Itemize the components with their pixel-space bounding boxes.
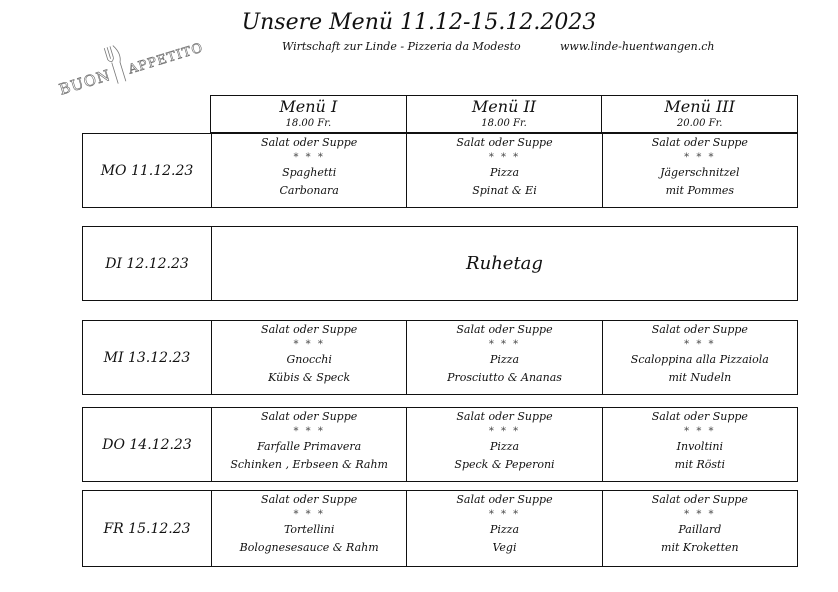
dish-main: Spaghetti: [282, 166, 337, 179]
separator-stars: * * *: [684, 152, 716, 163]
menu-price: 20.00 Fr.: [676, 118, 723, 129]
day-label: MO 11.12.23: [83, 134, 212, 207]
separator-stars: * * *: [293, 426, 325, 437]
dish-main: Jägerschnitzel: [660, 166, 740, 179]
dish-side: Bolognesesauce & Rahm: [239, 541, 379, 554]
closed-notice: Ruhetag: [466, 253, 543, 274]
dish-main: Pizza: [489, 523, 520, 536]
dish-side: Kübis & Speck: [268, 371, 351, 384]
separator-stars: * * *: [293, 152, 325, 163]
page-title: Unsere Menü 11.12-15.12.2023: [241, 10, 597, 35]
dish-side: Vegi: [492, 541, 517, 554]
dish-cell: [212, 321, 406, 394]
day-label: MI 13.12.23: [83, 321, 212, 394]
starter: Salat oder Suppe: [456, 323, 553, 336]
separator-stars: * * *: [684, 426, 716, 437]
dish-main: Gnocchi: [286, 353, 332, 366]
separator-stars: * * *: [488, 509, 521, 520]
dish-cell: [212, 491, 406, 566]
separator-stars: * * *: [488, 152, 521, 163]
dish-main: Involtini: [676, 440, 723, 453]
menu-header: [210, 95, 798, 133]
dish-side: mit Pommes: [665, 184, 735, 197]
starter: Salat oder Suppe: [651, 493, 748, 506]
dish-side: Speck & Peperoni: [454, 458, 555, 471]
menu-name: Menü II: [471, 97, 537, 116]
dish-cell: [602, 321, 797, 394]
dish-side: Spinat & Ei: [472, 184, 537, 197]
day-row-thursday: [82, 407, 798, 482]
separator-stars: * * *: [293, 339, 325, 350]
dish-side: mit Nudeln: [668, 371, 732, 384]
starter: Salat oder Suppe: [456, 410, 553, 423]
dish-main: Pizza: [489, 440, 520, 453]
dish-main: Pizza: [489, 353, 520, 366]
logo-word-appetito: APPETITO: [126, 40, 206, 78]
restaurant-name: Wirtschaft zur Linde - Pizzeria da Modesto: [282, 40, 521, 53]
dish-cell: [602, 491, 797, 566]
dish-cell: [212, 134, 406, 207]
logo-word-buon: BUON: [56, 65, 113, 99]
dish-main: Paillard: [678, 523, 722, 536]
dish-cell: [212, 408, 406, 481]
day-row-monday: [82, 133, 798, 208]
menu-price: 18.00 Fr.: [481, 118, 527, 129]
starter: Salat oder Suppe: [261, 493, 358, 506]
day-label: DO 14.12.23: [83, 408, 212, 481]
separator-stars: * * *: [684, 339, 716, 350]
website-link[interactable]: www.linde-huentwangen.ch: [560, 40, 715, 53]
starter: Salat oder Suppe: [456, 136, 553, 149]
menu-header-1: [211, 96, 406, 132]
dish-cell: [406, 491, 601, 566]
dish-side: mit Rösti: [674, 458, 725, 471]
starter: Salat oder Suppe: [261, 136, 358, 149]
separator-stars: * * *: [488, 339, 521, 350]
dish-side: Schinken , Erbseen & Rahm: [230, 458, 388, 471]
day-label: DI 12.12.23: [83, 227, 212, 300]
day-row-wednesday: [82, 320, 798, 395]
dish-cell: [406, 134, 601, 207]
day-row-friday: [82, 490, 798, 567]
separator-stars: * * *: [293, 509, 325, 520]
separator-stars: * * *: [488, 426, 521, 437]
dish-main: Pizza: [489, 166, 520, 179]
starter: Salat oder Suppe: [456, 493, 553, 506]
dish-side: Carbonara: [279, 184, 339, 197]
starter: Salat oder Suppe: [651, 323, 748, 336]
dish-cell: [602, 134, 797, 207]
menu-price: 18.00 Fr.: [285, 118, 332, 129]
dish-cell: [406, 408, 601, 481]
day-row-tuesday: [82, 226, 798, 301]
dish-side: Prosciutto & Ananas: [447, 371, 562, 384]
dish-side: mit Kroketten: [661, 541, 739, 554]
starter: Salat oder Suppe: [261, 410, 358, 423]
starter: Salat oder Suppe: [651, 410, 748, 423]
dish-cell: [406, 321, 601, 394]
separator-stars: * * *: [684, 509, 716, 520]
starter: Salat oder Suppe: [651, 136, 748, 149]
day-label: FR 15.12.23: [83, 491, 212, 566]
menu-header-3: [601, 96, 797, 132]
dish-cell: [602, 408, 797, 481]
menu-name: Menü I: [279, 97, 338, 116]
dish-main: Scaloppina alla Pizzaiola: [630, 353, 769, 366]
dish-main: Farfalle Primavera: [257, 440, 362, 453]
menu-header-2: [406, 96, 602, 132]
dish-main: Tortellini: [283, 523, 335, 536]
starter: Salat oder Suppe: [261, 323, 358, 336]
menu-name: Menü III: [664, 97, 735, 116]
